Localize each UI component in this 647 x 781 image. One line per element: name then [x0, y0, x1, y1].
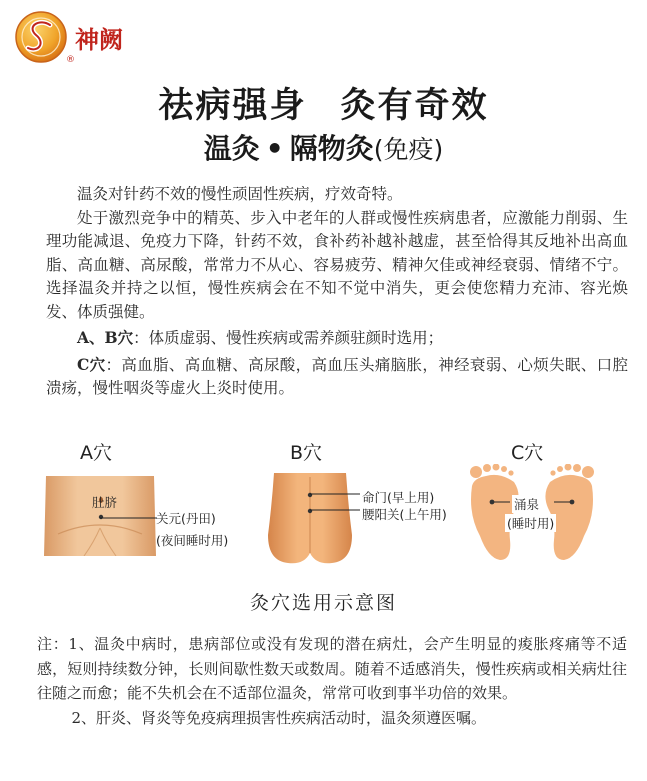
c-point-label: C穴: [77, 354, 106, 374]
notes-section: [37, 632, 627, 730]
subtitle-sub: 隔物灸: [289, 132, 374, 165]
intro-paragraph-1: 温灸对针药不效的慢性顽固性疾病，疗效奇特。: [77, 185, 403, 203]
guanyuan-leader-line: [100, 516, 158, 522]
yongquan-timing: (睡时用): [507, 516, 555, 531]
guanyuan-label: 关元(丹田): [156, 511, 216, 526]
intro-paragraph-2: 处于激烈竞争中的精英、步入中老年的人群或慢性疾病患者，应激能力削弱、生理功能减退、免疫力下降，针药不效，食补药补越补越虚，甚至恰得其反地补出高血脂、高血糖、高尿酸，常常力不从心、容易疲劳、精神欠佳或神经衰弱、情绪不宁。选择温灸并持之以恒，慢性疾病会在不知不觉中消失，更会使您精力充沛、容光焕发、体质强健。: [46, 208, 628, 321]
logo-emblem-icon: [14, 8, 142, 66]
ab-point-label: A、B穴: [77, 328, 134, 347]
guanyuan-timing: (夜间睡时用): [156, 533, 229, 548]
intro-paragraph-3: [46, 326, 628, 351]
main-title: [0, 78, 647, 128]
c-point-text: ：高血脂、高血糖、高尿酸，高血压头痛脑胀，神经衰弱、心烦失眠、口腔溃疡，慢性咽炎等虚火上炎时使用。: [46, 355, 628, 397]
mingmen-label: 命门(早上用): [362, 490, 435, 505]
acupoint-a-title: A穴: [80, 442, 112, 464]
brand-logo: [14, 8, 142, 66]
acupoint-c-title: C穴: [511, 442, 544, 464]
yaoyangguan-label: 腰阳关(上午用): [362, 507, 447, 522]
figure-caption: 灸穴选用示意图: [249, 592, 397, 614]
subtitle-dot: •: [265, 132, 284, 165]
registered-mark: ®: [66, 55, 75, 65]
note-2: 2、肝炎、肾炎等免疫病理损害性疾病活动时，温灸须遵医嘱。: [71, 708, 487, 727]
note-1: 注：1、温灸中病时，患病部位或没有发现的潜在病灶，会产生明显的痠胀疼痛等不适感，短则持续数分钟，长则间歇性数天或数周。随着不适感消失，慢性疾病或相关病灶往往随之而愈；能不失机会在不适部位温灸，常常可收到事半功倍的效果。: [37, 635, 627, 702]
navel-label: 肚脐: [92, 495, 118, 510]
title-part-1: 祛病强身: [158, 86, 307, 126]
acupoint-b-title: B穴: [290, 442, 323, 464]
back-illustration: [268, 473, 352, 569]
subtitle-paren: (免疫): [373, 135, 444, 164]
title-part-2: 灸有奇效: [340, 86, 489, 126]
ab-point-text: ：体质虚弱、慢性疾病或需养颜驻颜时选用；: [133, 329, 444, 347]
subtitle-main: 温灸: [203, 132, 260, 165]
back-leader-lines: [310, 490, 362, 520]
sub-title: [0, 127, 647, 167]
brand-name: 神阙: [75, 25, 123, 54]
yongquan-label: 涌泉: [514, 497, 540, 512]
intro-paragraph-4: [46, 353, 628, 401]
intro-text: [46, 183, 628, 401]
